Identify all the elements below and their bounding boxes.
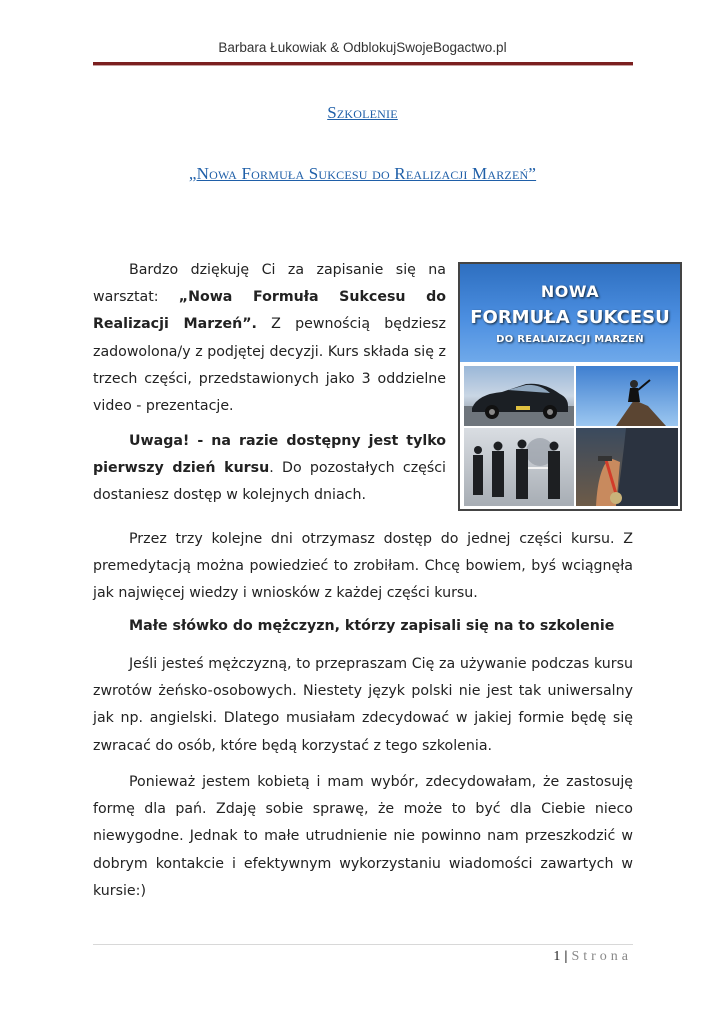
banner-line-3: DO REALAIZACJI MARZEŃ [496,334,644,345]
car-photo [464,366,574,426]
course-banner-image [458,262,682,511]
page-label: Strona [571,949,632,964]
heading-men-text: Małe słówko do mężczyzn, którzy zapisali się na to szkolenie [129,618,615,634]
document-title: Szkolenie [327,103,398,122]
paragraph-schedule: Przez trzy kolejne dni otrzymasz dostęp do jednej części kursu. Z premedytacją można powiedzieć to zrobiłam. Chcę bowiem, byś wciągnęła jak najwięcej wiedzy i wniosków z każdej części kursu. [93,531,633,602]
footer-separator: | [564,949,568,964]
page-footer [553,949,632,965]
header-divider [93,62,633,66]
paragraph-men: Jeśli jesteś mężczyzną, to przepraszam Cię za używanie podczas kursu zwrotów żeńsko-osobowych. Niestety język polski nie jest tak uniwersalny jak np. angielski. Dlatego musiałam zdecydować w jakiej formie będę się zwracać do osób, które będą korzystać z tego szkolenia. [93,656,633,754]
page-header: Barbara Łukowiak & OdblokujSwojeBogactwo.pl [218,40,507,55]
intro-text-cont: Z pewnością będziesz zadowolona/y z podjętej decyzji. Kurs składa się z trzech części, przedstawionych jako 3 oddzielne video - prezentacje. [93,316,446,415]
paragraph-women-form: Ponieważ jestem kobietą i mam wybór, zdecydowałam, że zastosuję formę dla pań. Zdaję sobie sprawę, że może to być dla Ciebie nieco niewygodne. Jednak to małe utrudnienie nie powinno nam przeszkodzić w dobrym kontakcie i efektywnym wykorzystaniu wiadomości zawartych w kursie:) [93,774,633,899]
intro-text: Bardzo dziękuję Ci za zapisanie się na warsztat: [93,262,446,306]
footer-divider [93,944,633,945]
athlete-photo [576,428,678,506]
section-heading-men [93,613,633,640]
paragraph-notice [93,428,446,510]
notice-text: . Do pozostałych części dostaniesz dostęp w kolejnych dniach. [93,460,446,504]
banner-line-1: NOWA [540,282,600,301]
notice-bold: Uwaga! - na razie dostępny jest tylko pierwszy dzień kursu [93,433,446,477]
banner-header [460,264,680,362]
document-subtitle: „Nowa Formuła Sukcesu do Realizacji Marzeń” [188,164,537,183]
climber-photo [576,366,678,426]
course-name: „Nowa Formuła Sukcesu do Realizacji Marzeń”. [93,289,446,333]
banner-line-2: FORMUŁA SUKCESU [470,307,670,328]
business-people-photo [464,428,574,506]
page-number: 1 [553,949,561,964]
paragraph-intro [93,257,446,420]
